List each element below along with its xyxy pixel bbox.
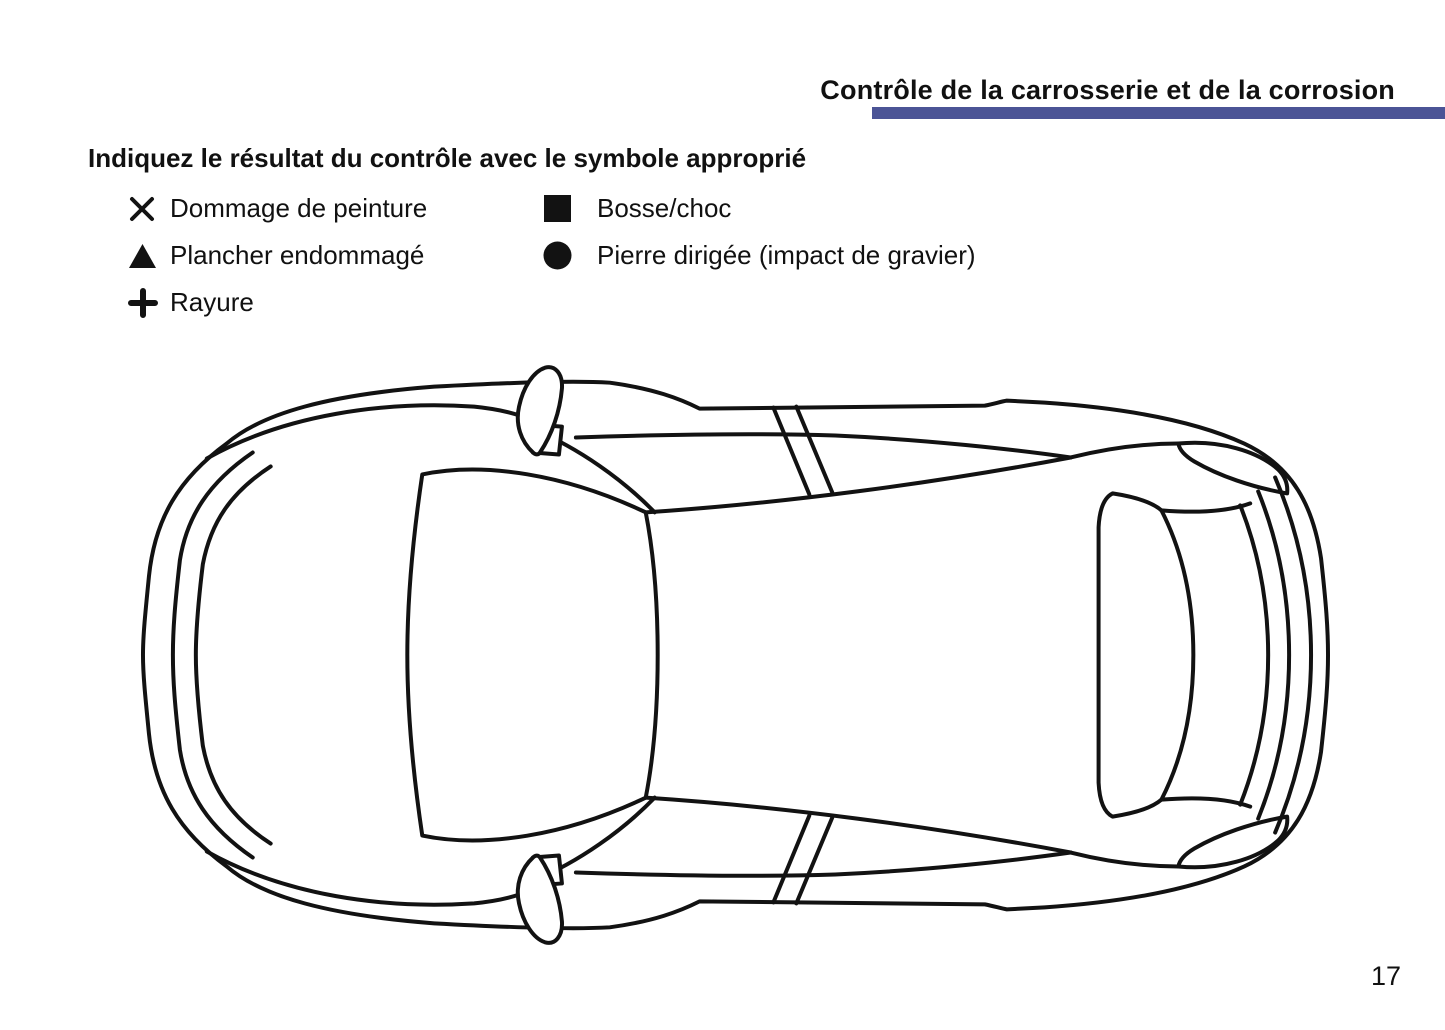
roof-edge-top [646, 457, 1071, 512]
rear-fender-line-bottom [1071, 853, 1179, 867]
legend-item-stone-chip [543, 232, 976, 279]
legend-left-column [128, 185, 427, 326]
b-pillar-bottom [773, 816, 832, 904]
triangle-icon [128, 243, 170, 269]
rear-window [1099, 493, 1194, 816]
rear-bumper-arc-outer [1275, 477, 1311, 832]
car-body-outline [143, 382, 1328, 929]
title-underline-bar [872, 107, 1445, 119]
plus-icon [128, 288, 170, 318]
square-icon [543, 194, 597, 223]
tail-light-bottom [1178, 817, 1287, 868]
car-top-view-figure [135, 362, 1332, 950]
legend-label: Dommage de peinture [170, 193, 428, 223]
legend-right-column [543, 185, 976, 279]
belt-line-bottom [576, 853, 1071, 876]
page-title: Contrôle de la carrosserie et de la corrosion [820, 75, 1395, 105]
tail-light-top [1178, 443, 1287, 494]
instruction-text: Indiquez le résultat du contrôle avec le symbole approprié [88, 143, 807, 173]
legend-label: Rayure [170, 287, 254, 317]
hatch-line-top [1161, 503, 1250, 511]
page-number: 17 [1370, 961, 1401, 991]
hood-edge-top [207, 405, 548, 458]
legend-label: Pierre dirigée (impact de gravier) [597, 240, 976, 270]
legend-item-paint-damage [128, 185, 427, 232]
hatch-line-bottom [1161, 798, 1250, 806]
legend-item-scratch [128, 279, 427, 326]
windshield [407, 470, 657, 841]
roof-edge-bottom [646, 798, 1071, 853]
legend-label: Plancher endommagé [170, 240, 425, 270]
x-mark-icon [128, 195, 170, 223]
front-bumper-line-inner [196, 466, 271, 843]
legend-label: Bosse/choc [597, 193, 732, 223]
rear-bumper-arc-inner [1258, 491, 1289, 818]
legend-item-floor-damage [128, 232, 427, 279]
belt-line-top [576, 434, 1071, 457]
rear-hatch-arc [1240, 505, 1268, 804]
front-bumper-line-outer [173, 453, 253, 858]
legend-item-dent [543, 185, 976, 232]
circle-icon [543, 241, 597, 270]
hood-edge-bottom [207, 852, 548, 905]
b-pillar-top [773, 407, 832, 495]
rear-fender-line-top [1071, 444, 1179, 458]
